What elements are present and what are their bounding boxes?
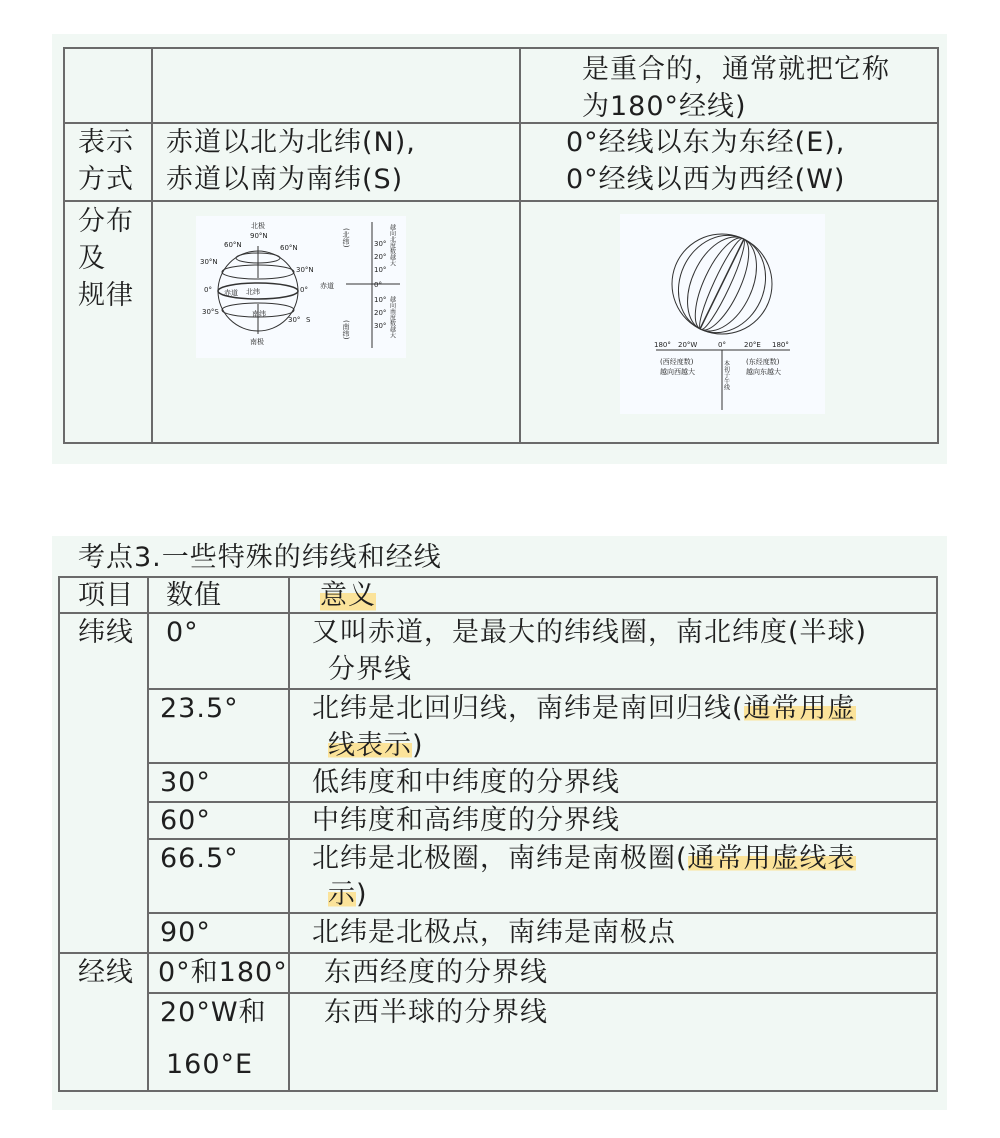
value-30: 30° <box>160 767 211 798</box>
meaning-66-5-highlight-2: 示 <box>328 879 356 910</box>
north-pole-degree: 90°N <box>250 232 268 240</box>
scale-s30: 30° <box>374 322 387 330</box>
meaning-30: 低纬度和中纬度的分界线 <box>312 767 620 798</box>
value-0: 0° <box>166 617 199 648</box>
meaning-0-and-180: 东西经度的分界线 <box>324 957 548 988</box>
latitude-notation-2: 赤道以南为南纬(S) <box>166 164 404 195</box>
lat-30s-left: 30°S <box>202 308 219 316</box>
lat-30s-mid: 30° <box>288 316 301 324</box>
south-pole-label: 南极 <box>250 338 264 346</box>
grid-line <box>151 47 153 444</box>
latitude-globe-diagram <box>196 216 406 358</box>
meaning-66-5-line1 <box>312 840 856 878</box>
prime-meridian-note: 本初子午线 <box>722 360 730 390</box>
grid-line <box>147 576 149 1092</box>
lat-0-left: 0° <box>204 286 212 294</box>
axis-label-20w: 20°W <box>678 341 698 349</box>
meridian-note-line2: 为180°经线) <box>582 91 747 122</box>
grid-line <box>63 47 65 444</box>
axis-label-20e: 20°E <box>744 341 761 349</box>
value-20w-line2: 160°E <box>166 1049 254 1080</box>
row-label-distribution-2: 及 <box>78 243 106 274</box>
value-66-5: 66.5° <box>160 843 239 874</box>
east-note-1: (东经度数) <box>746 358 780 366</box>
grid-line <box>58 576 60 1092</box>
grid-line <box>58 1090 938 1092</box>
lat-30n-right: 30°N <box>296 266 314 274</box>
scale-s20: 20° <box>374 309 387 317</box>
latitude-notation-1: 赤道以北为北纬(N), <box>166 127 416 158</box>
meaning-23-5-tail: ) <box>412 730 424 761</box>
axis-label-0: 0° <box>718 341 726 349</box>
grid-line <box>63 442 939 444</box>
meaning-0-line2: 分界线 <box>328 654 412 685</box>
lat-30s-s: S <box>306 316 311 324</box>
value-20w-line1: 20°W和 <box>160 997 267 1028</box>
grid-line <box>63 200 939 202</box>
north-pole-label: 北极 <box>251 222 265 230</box>
grid-line <box>936 576 938 1092</box>
grid-line <box>63 47 939 49</box>
scale-down-note: 越向南度数越大 <box>388 296 396 338</box>
meaning-23-5-highlight-2: 线表示 <box>328 730 412 761</box>
row-label-distribution-3: 规律 <box>78 280 134 311</box>
meridian-note-line1: 是重合的，通常就把它称 <box>582 54 890 85</box>
north-lat-inner-label: 北纬 <box>246 288 260 296</box>
lat-60n-right: 60°N <box>280 244 298 252</box>
value-90: 90° <box>160 917 211 948</box>
lat-30n-left: 30°N <box>200 258 218 266</box>
longitude-notation-2: 0°经线以西为西经(W) <box>566 164 846 195</box>
meaning-0-line1: 又叫赤道，是最大的纬线圈，南北纬度(半球) <box>312 617 868 648</box>
west-note-1: (西经度数) <box>660 358 694 366</box>
grid-line <box>288 576 290 1092</box>
meaning-20w-160e: 东西半球的分界线 <box>324 997 548 1028</box>
scale-0: 0° <box>374 281 382 289</box>
longitude-globe-diagram <box>620 214 825 414</box>
scale-up-note: 越向北度数越大 <box>388 224 396 266</box>
scale-n20: 20° <box>374 253 387 261</box>
group-label-latitude: 纬线 <box>78 617 134 648</box>
meaning-23-5-text: 北纬是北回归线，南纬是南回归线( <box>312 693 744 724</box>
scale-north-label: (北纬) <box>342 228 350 248</box>
section-title: 考点3.一些特殊的纬线和经线 <box>78 542 442 573</box>
header-meaning: 意义 <box>320 577 376 615</box>
row-label-notation-1: 表示 <box>78 127 134 158</box>
meaning-23-5-line2 <box>328 727 424 765</box>
lat-60n-left: 60°N <box>224 241 242 249</box>
value-0-and-180: 0°和180° <box>158 957 288 988</box>
meaning-23-5-highlight: 通常用虚 <box>743 693 856 724</box>
scale-equator-label: 赤道 <box>320 282 334 290</box>
meaning-23-5-line1 <box>312 690 856 728</box>
scale-n10: 10° <box>374 266 387 274</box>
scale-s10: 10° <box>374 296 387 304</box>
grid-line <box>519 47 521 444</box>
longitude-notation-1: 0°经线以东为东经(E), <box>566 127 846 158</box>
meaning-66-5-highlight: 通常用虚线表 <box>687 843 856 874</box>
value-23-5: 23.5° <box>160 693 239 724</box>
west-note-2: 越向西越大 <box>660 368 695 376</box>
meaning-66-5-line2 <box>328 876 368 914</box>
row-label-distribution-1: 分布 <box>78 206 134 237</box>
meaning-66-5-text: 北纬是北极圈，南纬是南极圈( <box>312 843 688 874</box>
meaning-66-5-tail: ) <box>356 879 368 910</box>
axis-label-180-right: 180° <box>772 341 789 349</box>
grid-line <box>937 47 939 444</box>
scale-south-label: (南纬) <box>342 320 350 340</box>
header-value: 数值 <box>166 580 222 611</box>
row-label-notation-2: 方式 <box>78 164 134 195</box>
header-item: 项目 <box>78 580 134 611</box>
meaning-60: 中纬度和高纬度的分界线 <box>312 805 620 836</box>
value-60: 60° <box>160 805 211 836</box>
axis-label-180-left: 180° <box>654 341 671 349</box>
east-note-2: 越向东越大 <box>746 368 781 376</box>
lat-0-right: 0° <box>300 286 308 294</box>
group-label-longitude: 经线 <box>78 957 134 988</box>
equator-inner-label: 赤道 <box>224 289 238 297</box>
south-lat-inner-label: 南纬 <box>252 310 266 318</box>
scale-n30: 30° <box>374 240 387 248</box>
meaning-90: 北纬是北极点，南纬是南极点 <box>312 917 676 948</box>
